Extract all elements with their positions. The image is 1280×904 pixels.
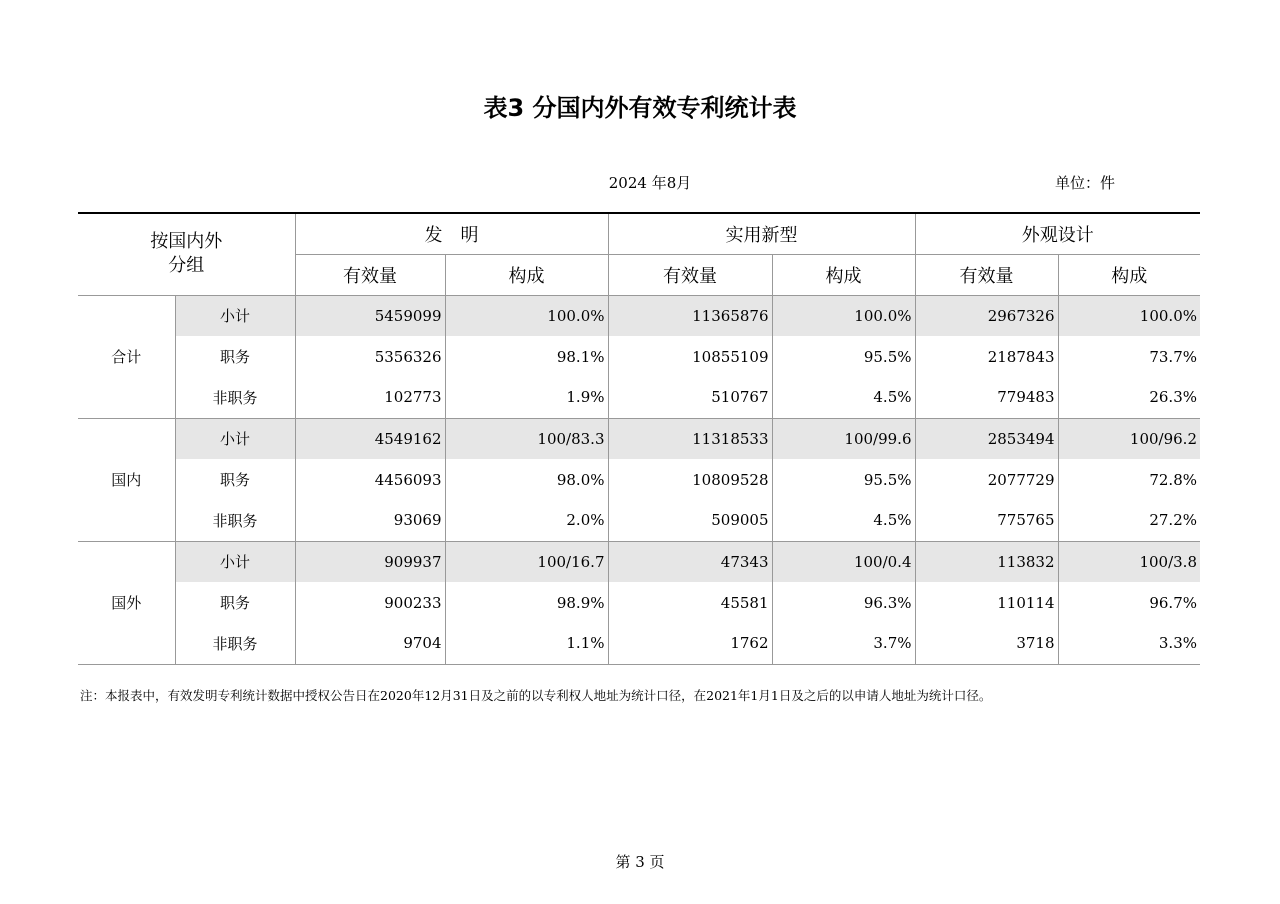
row-label: 小计 [175, 418, 295, 459]
row-label: 职务 [175, 336, 295, 377]
cell: 93069 [295, 500, 445, 541]
row-label: 小计 [175, 541, 295, 582]
subheader-count: 有效量 [915, 254, 1058, 295]
cell: 98.0% [445, 459, 608, 500]
cell: 900233 [295, 582, 445, 623]
cell: 96.7% [1058, 582, 1200, 623]
table-row [78, 582, 1200, 623]
cell: 98.9% [445, 582, 608, 623]
group-label: 国外 [78, 541, 175, 664]
group-label: 国内 [78, 418, 175, 541]
cell: 100/99.6 [772, 418, 915, 459]
cell: 5459099 [295, 295, 445, 336]
cell: 3.7% [772, 623, 915, 664]
subheader-share: 构成 [1058, 254, 1200, 295]
cell: 95.5% [772, 459, 915, 500]
cell: 5356326 [295, 336, 445, 377]
subheader-share: 构成 [445, 254, 608, 295]
table-row [78, 459, 1200, 500]
cell: 100/83.3 [445, 418, 608, 459]
subheader-share: 构成 [772, 254, 915, 295]
row-label: 非职务 [175, 623, 295, 664]
cell: 10809528 [608, 459, 772, 500]
category-header-invention: 发 明 [295, 213, 608, 254]
subheader-count: 有效量 [608, 254, 772, 295]
cell: 779483 [915, 377, 1058, 418]
cell: 1.1% [445, 623, 608, 664]
patent-statistics-table [78, 212, 1200, 665]
row-label: 职务 [175, 459, 295, 500]
cell: 2.0% [445, 500, 608, 541]
row-label: 非职务 [175, 377, 295, 418]
cell: 72.8% [1058, 459, 1200, 500]
cell: 4.5% [772, 500, 915, 541]
cell: 4456093 [295, 459, 445, 500]
cell: 2853494 [915, 418, 1058, 459]
cell: 4.5% [772, 377, 915, 418]
cell: 95.5% [772, 336, 915, 377]
cell: 100/16.7 [445, 541, 608, 582]
category-header-utility-model: 实用新型 [608, 213, 915, 254]
cell: 510767 [608, 377, 772, 418]
table-row [78, 541, 1200, 582]
cell: 100.0% [772, 295, 915, 336]
cell: 73.7% [1058, 336, 1200, 377]
cell: 100.0% [445, 295, 608, 336]
group-header-text: 按国内外 分组 [150, 231, 223, 277]
page-title: 表3 分国内外有效专利统计表 [483, 94, 797, 122]
cell: 1.9% [445, 377, 608, 418]
cell: 100.0% [1058, 295, 1200, 336]
table-row [78, 377, 1200, 418]
table-row [78, 418, 1200, 459]
table-row [78, 623, 1200, 664]
cell: 909937 [295, 541, 445, 582]
cell: 11365876 [608, 295, 772, 336]
cell: 509005 [608, 500, 772, 541]
cell: 1762 [608, 623, 772, 664]
cell: 98.1% [445, 336, 608, 377]
category-header-design: 外观设计 [915, 213, 1200, 254]
page-number: 第 3 页 [615, 853, 665, 871]
cell: 11318533 [608, 418, 772, 459]
row-label: 小计 [175, 295, 295, 336]
cell: 2077729 [915, 459, 1058, 500]
row-label: 非职务 [175, 500, 295, 541]
cell: 4549162 [295, 418, 445, 459]
cell: 775765 [915, 500, 1058, 541]
cell: 10855109 [608, 336, 772, 377]
table-row [78, 295, 1200, 336]
table-row [78, 336, 1200, 377]
table-row [78, 500, 1200, 541]
cell: 96.3% [772, 582, 915, 623]
cell: 110114 [915, 582, 1058, 623]
cell: 100/3.8 [1058, 541, 1200, 582]
cell: 9704 [295, 623, 445, 664]
cell: 2187843 [915, 336, 1058, 377]
subheader-count: 有效量 [295, 254, 445, 295]
patent-table-container [78, 212, 1200, 665]
report-date: 2024 年8月 [608, 174, 692, 192]
group-label: 合计 [78, 295, 175, 418]
cell: 3.3% [1058, 623, 1200, 664]
cell: 26.3% [1058, 377, 1200, 418]
cell: 100/0.4 [772, 541, 915, 582]
footnote: 注：本报表中，有效发明专利统计数据中授权公告日在2020年12月31日及之前的以专利权人地址为统计口径，在2021年1月1日及之后的以申请人地址为统计口径。 [80, 688, 992, 703]
cell: 100/96.2 [1058, 418, 1200, 459]
group-header [78, 213, 295, 295]
cell: 27.2% [1058, 500, 1200, 541]
unit-label: 单位：件 [1054, 174, 1115, 192]
cell: 113832 [915, 541, 1058, 582]
cell: 2967326 [915, 295, 1058, 336]
cell: 45581 [608, 582, 772, 623]
cell: 3718 [915, 623, 1058, 664]
cell: 47343 [608, 541, 772, 582]
cell: 102773 [295, 377, 445, 418]
row-label: 职务 [175, 582, 295, 623]
